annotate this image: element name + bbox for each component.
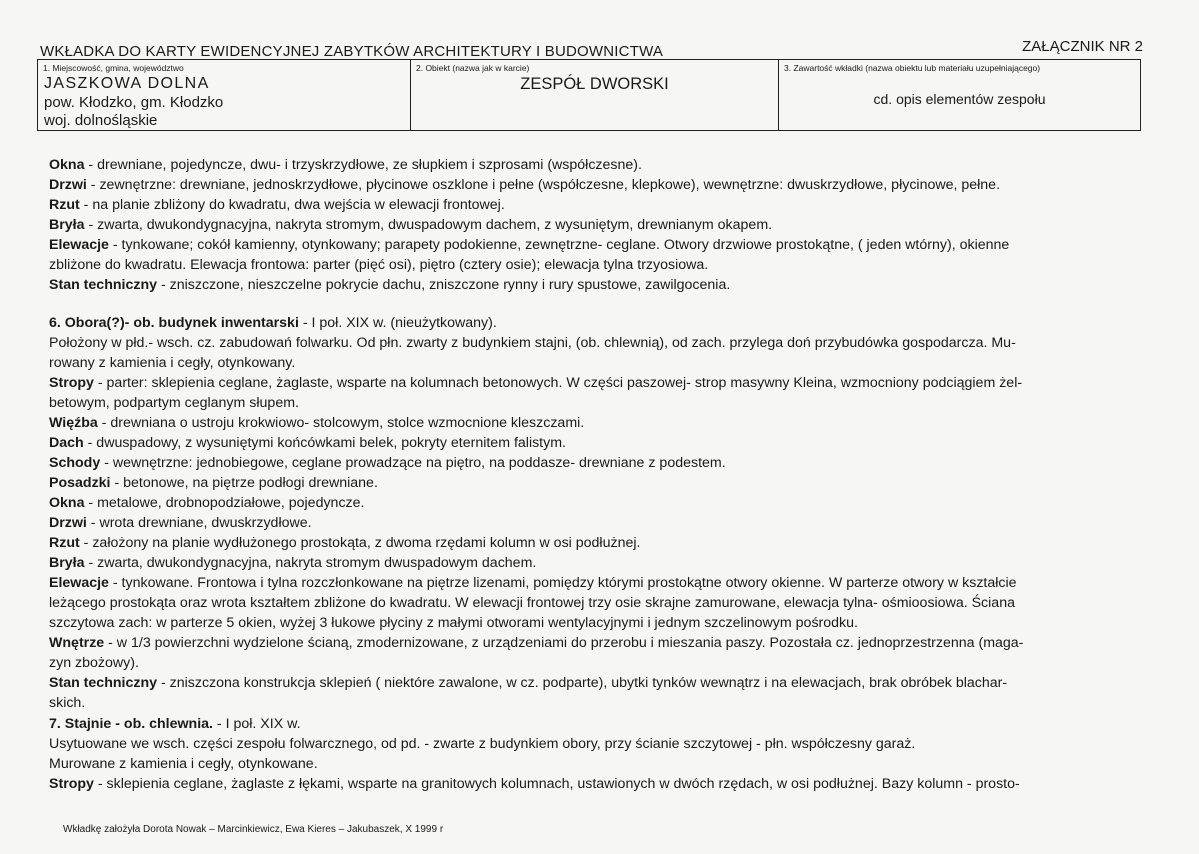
line-text: - tynkowane. Frontowa i tylna rozczłonkowane na piętrze lizenami, pomiędzy którymi prostokątne otwory okienne. W parterze otwory w kształcie	[108, 575, 1017, 591]
annex-label: ZAŁĄCZNIK NR 2	[1022, 38, 1143, 55]
line-text: - w 1/3 powierzchni wydzielone ścianą, zmodernizowane, z urządzeniami do przerobu i mieszania paszy. Pozostała cz. jednoprzestrzenna (maga-	[104, 635, 1024, 651]
text-line	[49, 353, 295, 373]
text-line	[49, 275, 730, 295]
text-line	[49, 613, 858, 633]
text-line	[49, 653, 139, 673]
line-heading: Wnętrze	[49, 635, 105, 651]
text-line	[49, 693, 85, 713]
line-heading: Więźba	[49, 415, 98, 431]
contents-cell	[779, 60, 1140, 130]
footer-note: Wkładkę założyła Dorota Nowak – Marcinkiewicz, Ewa Kieres – Jakubaszek, X 1999 r	[63, 824, 444, 835]
line-text: - sklepienia ceglane, żaglaste z łękami, wsparte na granitowych kolumnach, ustawionych w dwóch rzędach, w osi podłużnej. Bazy kolumn - prosto-	[93, 776, 1020, 792]
line-text: - I poł. XIX w. (nieużytkowany).	[298, 315, 497, 331]
line-text: - I poł. XIX w.	[212, 716, 301, 732]
text-line	[49, 553, 536, 573]
text-line	[49, 734, 915, 754]
location-caption: 1. Miejscowość, gmina, województwo	[43, 63, 184, 73]
line-text: - zewnętrzne: drewniane, jednoskrzydłowe, płycinowe oszklone i pełne (współczesne, klepkowe), wewnętrzne: dwuskrzydłowe, płycinowe, pełne.	[86, 177, 1001, 193]
line-heading: Stropy	[49, 776, 94, 792]
line-text: zbliżone do kwadratu. Elewacja frontowa: parter (pięć osi), piętro (cztery osie); elewacja tylna trzyosiowa.	[49, 257, 709, 273]
line-heading: Stropy	[49, 375, 94, 391]
location-voivodeship: woj. dolnośląskie	[44, 112, 158, 129]
text-line	[49, 573, 1017, 593]
line-heading: Rzut	[49, 535, 80, 551]
line-text: leżącego prostokąta oraz wrota kształtem zbliżone do kwadratu. W elewacji frontowej trzy osie skrajne zamurowane, elewacja tylna- ośmioosiowa. Ściana	[49, 595, 1015, 611]
line-text: rowany z kamienia i cegły, otynkowany.	[49, 355, 296, 371]
line-heading: Drzwi	[49, 515, 87, 531]
text-line	[49, 215, 772, 235]
line-heading: Okna	[49, 157, 85, 173]
header-box	[37, 59, 1141, 131]
object-cell	[411, 60, 779, 130]
line-text: szczytowa zach: w parterze 5 okien, wyżej 3 łukowe płyciny z małymi otworami wentylacyjnymi i jednym szczelinowym pośrodku.	[49, 615, 858, 631]
line-text: - zniszczone, nieszczelne pokrycie dachu, zniszczone rynny i rury spustowe, zawilgocenia.	[157, 277, 731, 293]
line-heading: Rzut	[49, 197, 80, 213]
line-text: Usytuowane we wsch. części zespołu folwarcznego, od pd. - zwarte z budynkiem obory, przy ścianie szczytowej - płn. współczesny garaż.	[49, 736, 916, 752]
line-text: - na planie zbliżony do kwadratu, dwa wejścia w elewacji frontowej.	[79, 197, 505, 213]
text-line	[49, 593, 1015, 613]
line-text: zyn zbożowy).	[49, 655, 139, 671]
text-line	[49, 373, 1022, 393]
line-text: - dwuspadowy, z wysuniętymi końcówkami belek, pokryty eternitem falistym.	[83, 435, 566, 451]
line-text: - drewniane, pojedyncze, dwu- i trzyskrzydłowe, ze słupkiem i szprosami (współczesne).	[84, 157, 642, 173]
line-heading: 6. Obora(?)- ob. budynek inwentarski	[49, 315, 299, 331]
line-text: - tynkowane; cokół kamienny, otynkowany; parapety podokienne, zewnętrzne- ceglane. Otwory drzwiowe prostokątne, ( jeden wtórny), okienne	[108, 237, 1010, 253]
line-text: - drewniana o ustroju krokwiowo- stolcowym, stolce wzmocnione kleszczami.	[97, 415, 585, 431]
line-heading: 7. Stajnie - ob. chlewnia.	[49, 716, 213, 732]
contents-value: cd. opis elementów zespołu	[873, 91, 1046, 107]
line-text: Położony w płd.- wsch. cz. zabudowań folwarku. Od płn. zwarty z budynkiem stajni, (ob. chlewnią), od zach. przylega doń przybudówka gospodarcza. Mu-	[49, 335, 1016, 351]
location-name: JASZKOWA DOLNA	[44, 75, 210, 92]
text-line	[49, 155, 642, 175]
text-line	[49, 255, 708, 275]
line-heading: Stan techniczny	[49, 675, 158, 691]
location-cell	[38, 60, 411, 130]
text-line	[49, 195, 505, 215]
text-line	[49, 774, 1020, 794]
contents-caption: 3. Zawartość wkładki (nazwa obiektu lub materiału uzupełniającego)	[784, 63, 1041, 73]
line-text: - zwarta, dwukondygnacyjna, nakryta stromym dwuspadowym dachem.	[84, 555, 537, 571]
text-line	[49, 333, 1016, 353]
text-line	[49, 413, 584, 433]
object-name: ZESPÓŁ DWORSKI	[520, 75, 669, 93]
text-line	[49, 754, 318, 774]
text-line	[49, 453, 726, 473]
text-line	[49, 493, 364, 513]
text-line	[49, 633, 1023, 653]
location-county: pow. Kłodzko, gm. Kłodzko	[44, 94, 224, 111]
text-line	[49, 473, 378, 493]
form-title: WKŁADKA DO KARTY EWIDENCYJNEJ ZABYTKÓW ARCHITEKTURY I BUDOWNICTWA	[40, 43, 664, 60]
line-heading: Posadzki	[49, 475, 111, 491]
line-text: Murowane z kamienia i cegły, otynkowane.	[49, 756, 318, 772]
line-heading: Stan techniczny	[49, 277, 158, 293]
text-line	[49, 433, 566, 453]
line-heading: Elewacje	[49, 575, 109, 591]
line-heading: Okna	[49, 495, 85, 511]
line-text: - wewnętrzne: jednobiegowe, ceglane prowadzące na piętro, na poddasze- drewniane z podestem.	[100, 455, 726, 471]
text-line	[49, 313, 497, 333]
line-text: - parter: sklepienia ceglane, żaglaste, wsparte na kolumnach betonowych. W części paszowej- strop masywny Kleina, wzmocniony podciągiem żel-	[93, 375, 1023, 391]
line-text: - założony na planie wydłużonego prostokąta, z dwoma rzędami kolumn w osi podłużnej.	[79, 535, 641, 551]
line-heading: Bryła	[49, 217, 85, 233]
line-heading: Drzwi	[49, 177, 87, 193]
line-text: - metalowe, drobnopodziałowe, pojedyncze.	[84, 495, 365, 511]
line-heading: Schody	[49, 455, 101, 471]
text-line	[49, 513, 312, 533]
text-line	[49, 393, 299, 413]
line-text: betowym, podpartym ceglanym słupem.	[49, 395, 299, 411]
line-heading: Bryła	[49, 555, 85, 571]
text-line	[49, 235, 1009, 255]
text-line	[49, 673, 1007, 693]
text-line	[49, 714, 301, 734]
line-text: - betonowe, na piętrze podłogi drewniane.	[110, 475, 378, 491]
line-text: - wrota drewniane, dwuskrzydłowe.	[86, 515, 312, 531]
line-text: - zniszczona konstrukcja sklepień ( niektóre zawalone, w cz. podparte), ubytki tynków wewnątrz i na elewacjach, brak obróbek blachar-	[157, 675, 1008, 691]
line-heading: Dach	[49, 435, 84, 451]
text-line	[49, 533, 640, 553]
line-text: - zwarta, dwukondygnacyjna, nakryta stromym, dwuspadowym dachem, z wysuniętym, drewnianym okapem.	[84, 217, 773, 233]
line-heading: Elewacje	[49, 237, 109, 253]
text-line	[49, 175, 1000, 195]
object-caption: 2. Obiekt (nazwa jak w karcie)	[416, 63, 530, 73]
line-text: skich.	[49, 695, 86, 711]
